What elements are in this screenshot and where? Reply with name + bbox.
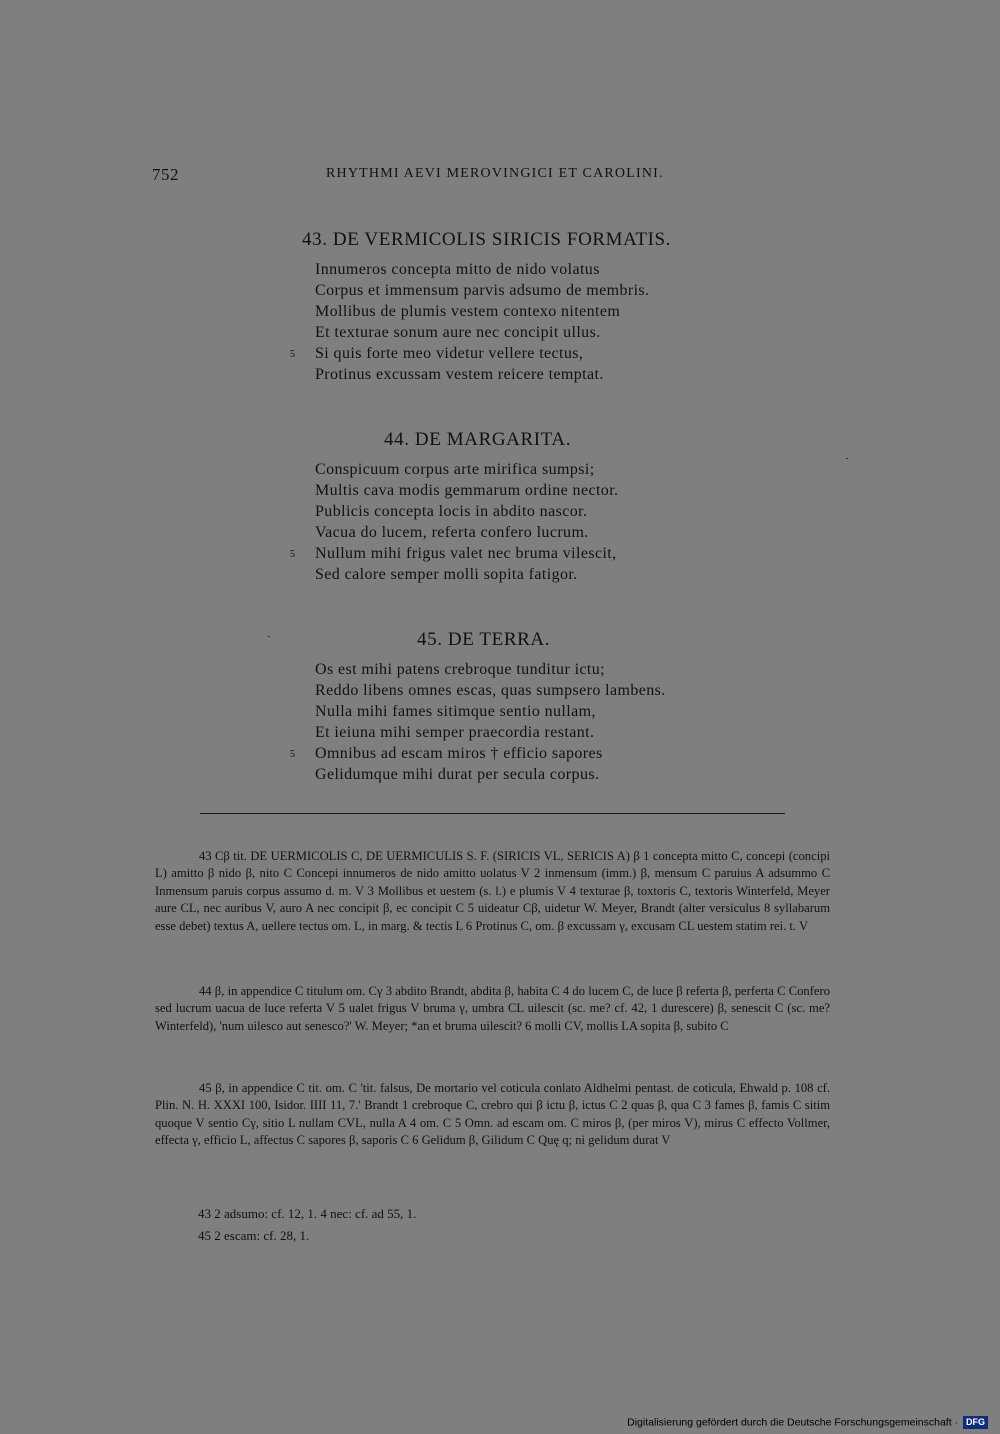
verse-line: Nulla mihi fames sitimque sentio nullam, [315, 703, 596, 720]
footnote-rule [200, 813, 785, 814]
apparatus-44 [155, 983, 830, 1035]
verse-line: Os est mihi patens crebroque tunditur ictu; [315, 661, 606, 678]
poem-verses [315, 659, 666, 785]
verse-line: Publicis concepta locis in abdito nascor. [315, 503, 588, 520]
poem-title: 45. DE TERRA. [417, 629, 551, 650]
apparatus-45 [155, 1080, 830, 1150]
apparatus-43 [155, 848, 830, 935]
scan-speck [268, 636, 270, 637]
poem-title: 44. DE MARGARITA. [384, 429, 572, 450]
poem-verses [315, 459, 618, 585]
note-line: 45 2 escam: cf. 28, 1. [198, 1228, 310, 1243]
verse-line: Nullum mihi frigus valet nec bruma vilescit, [315, 545, 617, 562]
verse-line: Vacua do lucem, referta confero lucrum. [315, 524, 589, 541]
page-number: 752 [152, 165, 179, 184]
verse-line: Et texturae sonum aure nec concipit ullus. [315, 324, 601, 341]
scan-speck [846, 458, 848, 459]
verse-line: Omnibus ad escam miros † efficio sapores [315, 745, 603, 762]
apparatus-paragraph: 45 β, in appendice C tit. om. C 'tit. falsus, De mortario vel coticula conlato Aldhelmi pentast. de coticula, Ehwald p. 108 cf. Plin. N. H. XXXI 100, Isidor. IIII 11, 7.' Brandt 1 crebroque C, crebro qui β ictu β, ictus C 2 quas β, qua C 3 fames β, famis C sitim quoque V sentio Cγ, sitio L nullam CVL, nulla A 4 om. C 5 Omn. ad escam om. C miros β, (per miros V), mirus C effecto Vollmer, effecta γ, efficio L, affectus C sapores β, saporis C 6 Gelidum β, Gilidum C Quę q; ni gelidum durat V [155, 1081, 830, 1148]
poem-title: 43. DE VERMICOLIS SIRICIS FORMATIS. [302, 229, 672, 250]
poem-verses [315, 259, 649, 385]
footer-text: Digitalisierung gefördert durch die Deutsche Forschungsgemeinschaft [627, 1416, 952, 1429]
apparatus-paragraph: 43 Cβ tit. DE UERMICOLIS C, DE UERMICULIS S. F. (SIRICIS VL, SERICIS A) β 1 concepta mitto C, concepi (concipi L) amitto β nido β, nito C Concepi innumeros de nido amitto uolatus V 2 inmensum (imm.) β, mensum C paruius A adsummo C Inmensum paruis corpus assumo d. m. V 3 Mollibus et uestem (s. l.) e plumis V 4 texturae β, toxtoris C, textoris Winterfeld, Meyer aure CL, nec auribus V, auro A nec concipit β, ec concipit C 5 uideatur Cβ, uidetur W. Meyer, Brandt (alter versiculus 8 syllabarum esse debet) textus A, uellere tectus om. L, in marg. & tectis L 6 Protinus C, om. β excussam γ, excusam CL uestem statim rei. t. V [155, 849, 830, 933]
apparatus-paragraph: 44 β, in appendice C titulum om. Cγ 3 abdito Brandt, abdita β, habita C 4 do lucem C, de luce β referta β, perferta C Confero sed lucrum uacua de luce referta V 5 ualet frigus V bruma γ, umbra CL uilescit (sc. me? cf. 42, 1 durescere) β, senescit C (sc. me? Winterfeld), 'num uilesco aut senesco?' W. Meyer; *an et bruma uilescit? 6 molli CV, mollis LA sopita β, subito C [155, 984, 830, 1033]
verse-line: Protinus excussam vestem reicere temptat. [315, 366, 604, 383]
line-number: 5 [290, 749, 295, 760]
verse-line: Reddo libens omnes escas, quas sumpsero lambens. [315, 682, 666, 699]
running-title: RHYTHMI AEVI MEROVINGICI ET CAROLINI. [326, 166, 664, 181]
digitization-footer: Digitalisierung gefördert durch die Deutsche Forschungsgemeinschaft · DFG [627, 1416, 988, 1429]
line-number: 5 [290, 549, 295, 560]
note-line: 43 2 adsumo: cf. 12, 1. 4 nec: cf. ad 55, 1. [198, 1206, 417, 1221]
verse-line: Innumeros concepta mitto de nido volatus [315, 261, 600, 278]
verse-line: Mollibus de plumis vestem contexo nitentem [315, 303, 621, 320]
verse-line: Sed calore semper molli sopita fatigor. [315, 566, 578, 583]
running-head [152, 165, 664, 187]
verse-line: Conspicuum corpus arte mirifica sumpsi; [315, 461, 595, 478]
verse-line: Si quis forte meo videtur vellere tectus, [315, 345, 584, 362]
dfg-logo: DFG [963, 1416, 988, 1429]
source-notes [198, 1203, 416, 1247]
verse-line: Et ieiuna mihi semper praecordia restant. [315, 724, 595, 741]
verse-line: Corpus et immensum parvis adsumo de membris. [315, 282, 650, 299]
verse-line: Gelidumque mihi durat per secula corpus. [315, 766, 600, 783]
verse-line: Multis cava modis gemmarum ordine nector. [315, 482, 619, 499]
line-number: 5 [290, 349, 295, 360]
